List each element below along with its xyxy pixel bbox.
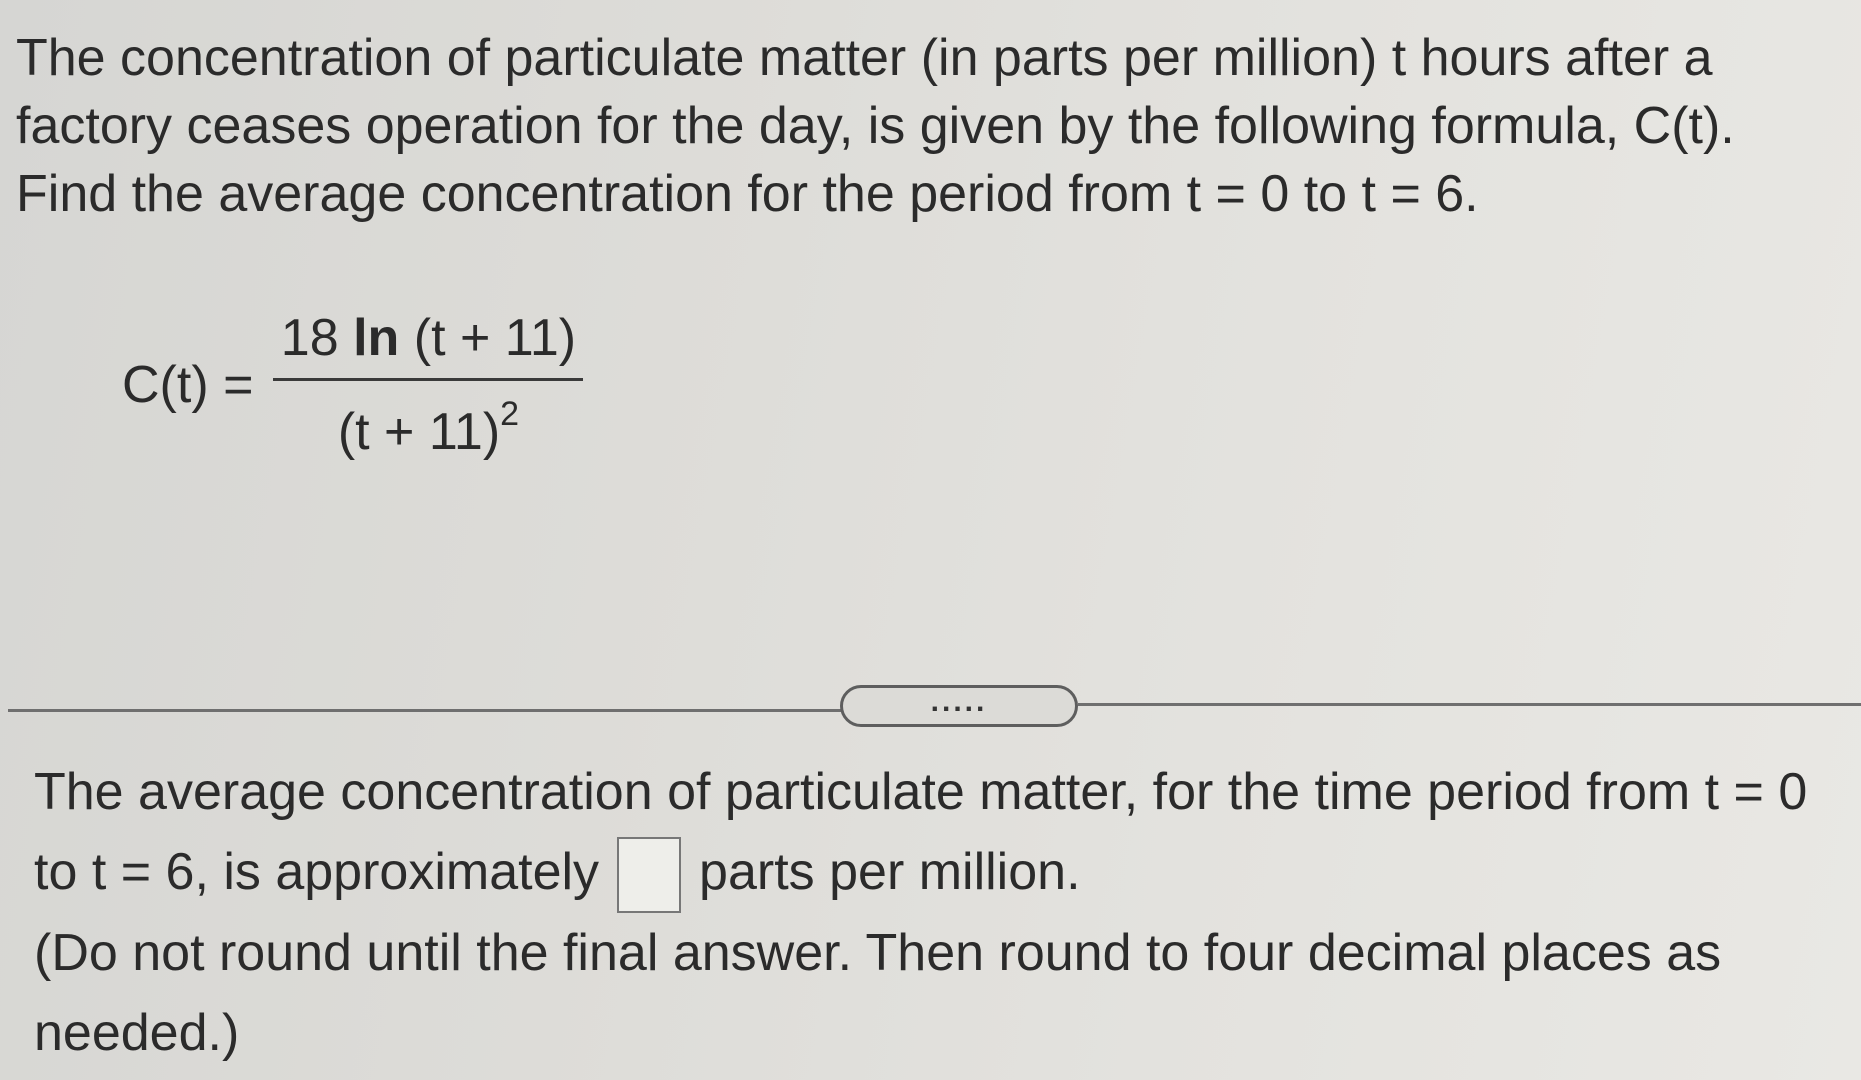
formula-numerator <box>275 308 582 378</box>
answer-line-3: (Do not round until the final answer. Then round to four decimal places as <box>34 924 1722 983</box>
formula-lhs: C(t) = <box>122 356 254 414</box>
denominator-base: (t + 11) <box>337 403 501 461</box>
answer-line-2 <box>34 832 1849 913</box>
numerator-coefficient: 18 <box>280 309 354 367</box>
answer-input[interactable] <box>617 837 681 913</box>
divider-right <box>1078 703 1861 706</box>
formula-denominator <box>338 381 519 462</box>
formula <box>122 300 583 470</box>
denominator-exponent: 2 <box>500 395 520 433</box>
numerator-argument: (t + 11) <box>399 309 577 367</box>
answer-line-1: The average concentration of particulate matter, for the time period from t = 0 <box>34 763 1808 821</box>
answer-line-4: needed.) <box>34 1004 240 1063</box>
question-text <box>16 24 1836 228</box>
answer-suffix: parts per million. <box>699 843 1081 901</box>
ellipsis-icon: ..... <box>930 685 988 718</box>
question-line-3: Find the average concentration for the period from t = 0 to t = 6. <box>16 165 1479 223</box>
numerator-function: ln <box>353 309 400 367</box>
question-line-1: The concentration of particulate matter (in parts per million) t hours after a <box>16 29 1713 87</box>
expand-button[interactable] <box>840 685 1078 727</box>
answer-text <box>34 752 1849 1073</box>
answer-prefix: to t = 6, is approximately <box>34 843 600 901</box>
formula-fraction <box>273 308 583 462</box>
question-line-2: factory ceases operation for the day, is given by the following formula, C(t). <box>16 97 1735 155</box>
divider-left <box>8 709 846 712</box>
